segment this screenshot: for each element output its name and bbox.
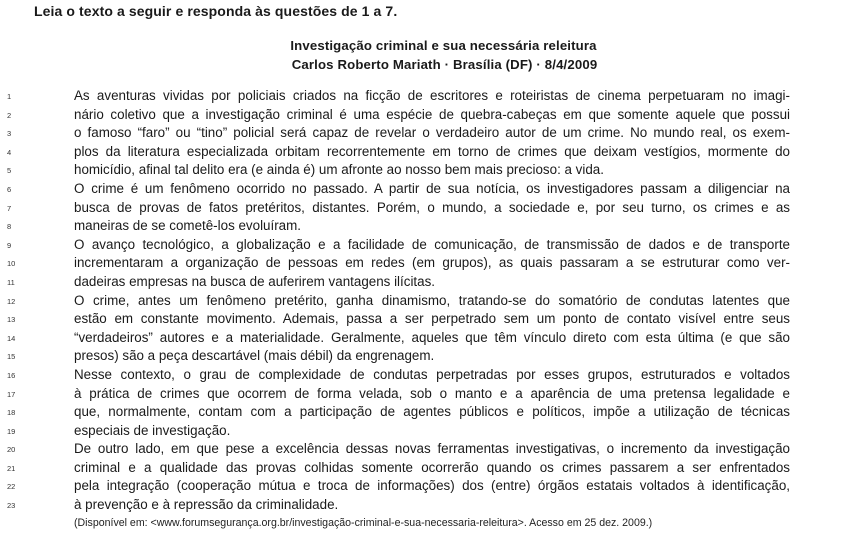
text-line bbox=[0, 477, 847, 496]
line-number: 3 bbox=[7, 129, 12, 139]
text-line bbox=[0, 180, 847, 199]
article-body bbox=[0, 87, 847, 515]
line-number: 13 bbox=[7, 315, 16, 325]
source-citation: (Disponível em: <www.forumsegurança.org.br/investigação-criminal-e-sua-necessaria-releitura>. Acesso em 25 dez. 2009.) bbox=[74, 517, 653, 529]
line-text: presos) são a peça descartável (mais débil) da engrenagem. bbox=[74, 348, 435, 364]
line-number: 10 bbox=[7, 259, 16, 269]
text-line bbox=[0, 273, 847, 292]
line-text: busca de provas de fatos pretéritos, distantes. Porém, o mundo, a sociedade e, por seu turno, os crimes e as bbox=[74, 199, 790, 215]
line-number: 2 bbox=[7, 110, 12, 120]
text-line bbox=[0, 124, 847, 143]
line-text: maneiras de se cometê-los evoluíram. bbox=[74, 218, 301, 234]
line-text: que, normalmente, contam com a participação de agentes públicos e políticos, impõe a utilização de técnicas bbox=[74, 404, 790, 420]
line-text: o famoso “faro” ou “tino” policial será capaz de revelar o verdadeiro autor de um crime. No mundo real, os exem- bbox=[74, 125, 790, 141]
line-text: estão em constante movimento. Ademais, passa a ser perpetrado sem um ponto de contato visível entre seus bbox=[74, 311, 790, 327]
text-line bbox=[0, 422, 847, 441]
line-number: 16 bbox=[7, 370, 16, 380]
line-text: Nesse contexto, o grau de complexidade de condutas perpetradas por esses grupos, estruturados e voltados bbox=[74, 366, 790, 382]
line-number: 20 bbox=[7, 445, 16, 455]
line-number: 18 bbox=[7, 408, 16, 418]
article-title: Investigação criminal e sua necessária releitura bbox=[290, 38, 597, 53]
line-number: 12 bbox=[7, 296, 16, 306]
text-line bbox=[0, 236, 847, 255]
line-number: 11 bbox=[7, 277, 15, 287]
line-text: plos da literatura especializada orbitam recorrentemente em torno de crimes que deixam vestígios, mormente do bbox=[74, 143, 790, 159]
text-line bbox=[0, 161, 847, 180]
line-text: “verdadeiros” autores e a materialidade. Geralmente, aqueles que têm vínculo direto com esta última (e que são bbox=[74, 329, 790, 345]
text-line bbox=[0, 143, 847, 162]
line-text: especiais de investigação. bbox=[74, 422, 231, 438]
line-number: 5 bbox=[7, 166, 12, 176]
text-line bbox=[0, 385, 847, 404]
exam-instruction: Leia o texto a seguir e responda às questões de 1 a 7. bbox=[34, 3, 398, 19]
text-line bbox=[0, 403, 847, 422]
line-number: 22 bbox=[7, 482, 16, 492]
line-number: 8 bbox=[7, 222, 12, 232]
line-text: incrementaram a organização de pessoas em redes (em grupos), as quais passaram a se estruturar como ver- bbox=[74, 255, 790, 271]
line-number: 4 bbox=[7, 147, 12, 157]
line-number: 7 bbox=[7, 203, 12, 213]
text-line bbox=[0, 329, 847, 348]
text-line bbox=[0, 440, 847, 459]
text-line bbox=[0, 496, 847, 515]
line-text: nário coletivo que a investigação criminal é uma espécie de quebra-cabeças em que somente aquele que possui bbox=[74, 106, 790, 122]
line-number: 6 bbox=[7, 184, 12, 194]
line-text: à prática de crimes que ocorrem de forma velada, sob o manto e a aparência de uma pretensa legalidade e bbox=[74, 385, 790, 401]
line-number: 23 bbox=[7, 501, 16, 511]
line-text: pela integração (cooperação mútua e troca de informações) dos (entre) órgãos estatais voltados à identificação, bbox=[74, 478, 790, 494]
line-text: criminal e a qualidade das provas colhidas somente ocorrerão quando os crimes passarem a ser enfrentados bbox=[74, 459, 790, 475]
line-text: O avanço tecnológico, a globalização e a facilidade de comunicação, de transmissão de dados e de transporte bbox=[74, 236, 790, 252]
text-line bbox=[0, 292, 847, 311]
article-byline: Carlos Roberto Mariath · Brasília (DF) · 8/4/2009 bbox=[291, 57, 598, 72]
line-text: homicídio, afinal tal delito era (e ainda é) um afronte ao nosso bem mais precioso: a vida. bbox=[74, 162, 604, 178]
line-number: 17 bbox=[7, 389, 16, 399]
text-line bbox=[0, 217, 847, 236]
line-text: O crime é um fenômeno ocorrido no passado. A partir de sua notícia, os investigadores passam a diligenciar na bbox=[74, 180, 790, 196]
text-line bbox=[0, 254, 847, 273]
text-line bbox=[0, 459, 847, 478]
line-number: 1 bbox=[7, 92, 12, 101]
line-text: De outro lado, em que pese a excelência dessas novas ferramentas investigativas, o incremento da investigação bbox=[74, 441, 790, 457]
line-text: dadeiras empresas na busca de auferirem vantagens ilícitas. bbox=[74, 273, 435, 289]
line-text: As aventuras vividas por policiais criados na ficção de escritores e roteiristas de cinema perpetuaram no imagi- bbox=[74, 88, 790, 103]
line-number: 15 bbox=[7, 352, 16, 362]
text-line bbox=[0, 310, 847, 329]
text-line bbox=[0, 106, 847, 125]
text-line bbox=[0, 199, 847, 218]
text-line bbox=[0, 347, 847, 366]
line-number: 21 bbox=[7, 463, 16, 473]
line-number: 14 bbox=[7, 333, 16, 343]
line-number: 9 bbox=[7, 240, 12, 250]
line-text: à prevenção e à repressão da criminalidade. bbox=[74, 497, 339, 513]
text-line bbox=[0, 87, 847, 106]
line-number: 19 bbox=[7, 426, 16, 436]
line-text: O crime, antes um fenômeno pretérito, ganha dinamismo, tratando-se do somatório de condutas latentes que bbox=[74, 292, 790, 308]
text-line bbox=[0, 366, 847, 385]
